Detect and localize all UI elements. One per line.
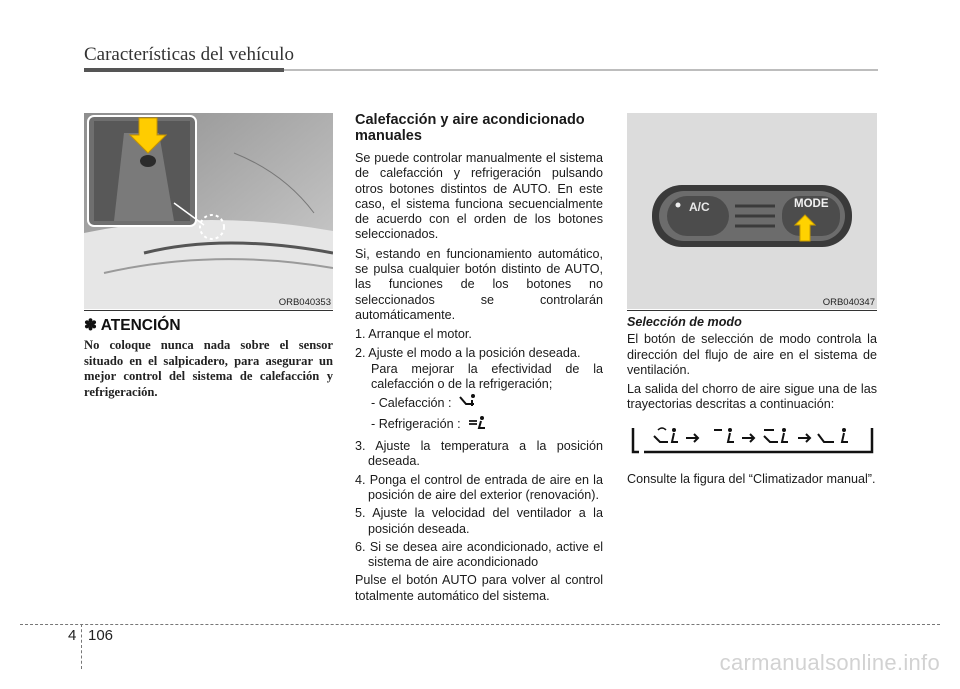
bi-level-icon xyxy=(764,428,788,442)
figure-rule xyxy=(84,310,333,311)
paragraph: Pulse el botón AUTO para volver al control totalmente automático del sistema. xyxy=(355,573,603,603)
arrow-right-icon xyxy=(686,434,698,442)
chapter-number: 4 xyxy=(68,627,77,644)
face-airflow-icon xyxy=(467,415,489,435)
page-header-title: Características del vehículo xyxy=(84,44,294,65)
right-column xyxy=(627,315,877,417)
figure-code: ORB040347 xyxy=(822,297,875,308)
mode-button-label: MODE xyxy=(794,198,829,210)
list-item: 2. Ajuste el modo a la posición deseada. xyxy=(355,345,581,360)
middle-column xyxy=(355,112,603,608)
list-item-detail: Para mejorar la efectividad de la calefacción o de la refrigeración; xyxy=(371,361,603,392)
cooling-line xyxy=(355,415,603,435)
warning-body: No coloque nunca nada sobre el sensor situado en el salpicadero, para asegurar un mejor control del sistema de calefacción y refrigeración. xyxy=(84,338,333,399)
figure-rule xyxy=(627,310,877,311)
paragraph: La salida del chorro de aire sigue una de las trayectorias descritas a continuación: xyxy=(627,382,877,412)
arrow-right-icon xyxy=(742,434,754,442)
sensor-photo xyxy=(84,113,333,309)
right-column-end xyxy=(627,472,877,491)
mode-button-photo xyxy=(627,113,877,309)
footer-divider xyxy=(81,624,82,669)
list-item: 1. Arranque el motor. xyxy=(355,327,472,342)
mode-sequence-diagram xyxy=(630,422,876,456)
section-title: Calefacción y aire acondicionado manuales xyxy=(355,112,585,144)
paragraph: Consulte la figura del “Climatizador manual”. xyxy=(627,472,876,486)
floor-airflow-icon xyxy=(458,394,478,412)
list-item: 4. Ponga el control de entrada de aire en la posición de aire del exterior (renovación). xyxy=(355,472,603,502)
header-rule-accent xyxy=(84,68,284,72)
footer-rule xyxy=(20,624,940,625)
defrost-floor-icon xyxy=(654,428,678,442)
heating-label: - Calefacción : xyxy=(371,395,452,410)
subsection-title: Selección de modo xyxy=(627,315,742,329)
warning-title: ✽ ATENCIÓN xyxy=(84,317,181,334)
list-item: 5. Ajuste la velocidad del ventilador a la posición deseada. xyxy=(355,506,603,536)
watermark: carmanualsonline.info xyxy=(719,650,940,675)
paragraph: Se puede controlar manualmente el sistema de calefacción y refrigeración pulsando otros botones distintos de AUTO. En este caso, el sistema funciona secuencialmente de acuerdo con el orden de los botones seleccionados. xyxy=(355,151,603,242)
list-item: 3. Ajuste la temperatura a la posición deseada. xyxy=(355,439,603,469)
page-number: 106 xyxy=(88,627,114,644)
paragraph: Si, estando en funcionamiento automático, se pulsa cualquier botón distinto de AUTO, las funciones de los botones no seleccionados se controlarán automáticamente. xyxy=(355,246,603,322)
cooling-label: - Refrigeración : xyxy=(371,417,461,432)
face-icon xyxy=(818,428,848,442)
paragraph: El botón de selección de modo controla la dirección del flujo de aire en el sistema de ventilación. xyxy=(627,332,877,377)
ac-button-label: A/C xyxy=(689,200,710,214)
list-item: 6. Si se desea aire acondicionado, active el sistema de aire acondicionado xyxy=(355,539,603,570)
heating-line xyxy=(355,394,603,412)
arrow-right-icon xyxy=(798,434,810,442)
figure-code: ORB040353 xyxy=(278,297,331,308)
floor-icon xyxy=(714,428,734,442)
